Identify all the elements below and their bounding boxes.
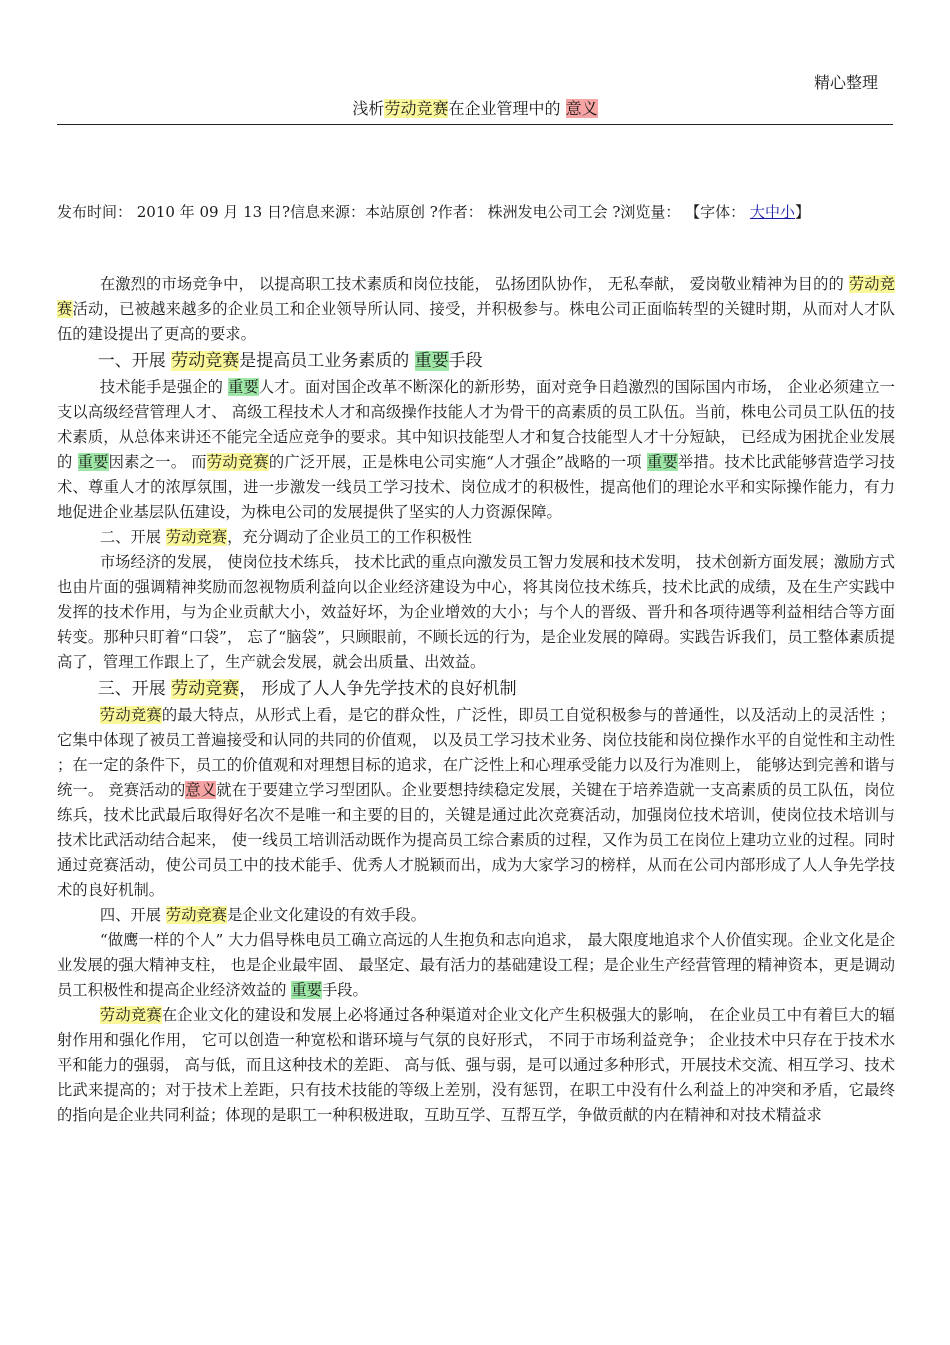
keyword-important: 重要: [291, 981, 322, 999]
section-heading-4: [57, 903, 895, 928]
p2-text-d: 的广泛开展，正是株电公司实施“人才强企”战略的一项: [268, 453, 642, 471]
paragraph-2: [57, 375, 895, 525]
h1-text-a: 一、开展: [97, 351, 166, 371]
paragraph-3: 市场经济的发展， 使岗位技术练兵， 技术比武的重点向激发员工智力发展和技术发明， 技术创新方面发展；激励方式也由片面的强调精神奖励而忽视物质利益向以企业经济建设为中心，将其岗位技术练兵，技术比武的成绩，及在生产实践中发挥的技术作用，与为企业贡献大小，效益好坏，为企业增效的大小；与个人的晋级、晋升和各项待遇等利益相结合等方面转变。那种只盯着“口袋”， 忘了“脑袋”，只顾眼前，不顾长远的行为，是企业发展的障碍。实践告诉我们，员工整体素质提高了，管理工作跟上了，生产就会发展，就会出质量、出效益。: [57, 553, 895, 671]
p2-text-e: 举措。技术比武能够营造学习技术、尊重人才的浓厚氛围，进一步激发一线员工学习技术、岗位成才的积极性，提高他们的理论水平和实际操作能力，有力地促进企业基层队伍建设，为株电公司的发展提供了坚实的人力资源保障。: [57, 453, 895, 521]
keyword-contest: 劳动竞赛: [99, 706, 162, 724]
article-body: [57, 272, 895, 1128]
p6-text: 在企业文化的建设和发展上必将通过各种渠道对企业文化产生积极强大的影响， 在企业员工中有着巨大的辐射作用和强化作用， 它可以创造一种宽松和谐环境与气氛的良好形式， 不同于市场利益竞争； 企业技术中只存在于技术水平和能力的强弱， 高与低，而且这种技术的差距、 高与低、强与弱，是可以通过多种形式，开展技术交流、相互学习、技术比武来提高的；对于技术上差距，只有技术技能的等级上差别，没有惩罚，在职工中没有什么利益上的冲突和矛盾，它最终的指向是企业共同利益；体现的是职工一种积极进取，互助互学、互帮互学，争做贡献的内在精神和对技术精益求: [57, 1006, 895, 1124]
p2-text-a: 技术能手是强企的: [99, 378, 224, 396]
h1-text-b: 是提高员工业务素质的: [239, 351, 410, 371]
p2-text-b: 人才。面对国企改革不断深化的新形势，面对竞争日趋激烈的国际国内市场， 企业必须建立一支以高级经营管理人才、 高级工程技术人才和高级操作技能人才为骨干的高素质的员工队伍。当前，株电公司员工队伍的技术素质，从总体来讲还不能完全适应竞争的要求。其中知识技能型人才和复合技能型人才十分短缺， 已经成为困扰企业发展的: [57, 378, 895, 471]
keyword-contest: 劳动竞赛: [99, 1006, 162, 1024]
paragraph-6: [57, 1003, 895, 1128]
p1-text-a: 在激烈的市场竞争中， 以提高职工技术素质和岗位技能， 弘扬团队协作， 无私奉献， 爱岗敬业精神为目的的: [99, 275, 844, 293]
header-brand: 精心整理: [813, 73, 878, 92]
keyword-important: 重要: [414, 351, 449, 371]
p1-text-b: 活动，已被越来越多的企业员工和企业领导所认同、接受，并积极参与。株电公司正面临转型的关键时期，从而对人才队伍的建设提出了更高的要求。: [57, 300, 895, 343]
title-prefix: 浅析: [352, 99, 385, 118]
h2-text-a: 二、开展: [99, 528, 162, 546]
keyword-important: 重要: [646, 453, 678, 471]
font-size-medium-link[interactable]: 中: [764, 203, 780, 221]
font-size-small-link[interactable]: 小: [779, 203, 795, 221]
p4-text-b: 就在于要建立学习型团队。企业要想持续稳定发展，关键在于培养造就一支高素质的员工队伍，岗位练兵，技术比武最后取得好名次不是唯一和主要的目的，关键是通过此次竞赛活动，加强岗位技术培训，使岗位技术培训与技术比武活动结合起来， 使一线员工培训活动既作为提高员工综合素质的过程，又作为员工在岗位上建功立业的过程。同时通过竞赛活动，使公司员工中的技术能手、优秀人才脱颖而出，成为大家学习的榜样，从而在公司内部形成了人人争先学技术的良好机制。: [57, 781, 895, 899]
p5-text-a: “做鹰一样的个人” 大力倡导株电员工确立高远的人生抱负和志向追求， 最大限度地追求个人价值实现。企业文化是企业发展的强大精神支柱， 也是企业最牢固、 最坚定、最有活力的基础建设工程；是企业生产经营管理的精神资本，更是调动员工积极性和提高企业经济效益的: [57, 931, 895, 999]
keyword-contest: 劳动竞赛: [165, 528, 228, 546]
keyword-contest: 劳动竞赛: [171, 351, 240, 371]
keyword-important: 重要: [77, 453, 109, 471]
h2-text-b: ，充分调动了企业员工的工作积极性: [227, 528, 472, 546]
keyword-contest: 劳动竞赛: [165, 906, 228, 924]
section-heading-3: [57, 675, 895, 703]
keyword-contest: 劳动竞赛: [171, 679, 240, 699]
keyword-important: 重要: [227, 378, 259, 396]
p4-text-a: 的最大特点，从形式上看，是它的群众性，广泛性，即员工自觉积极参与的普通性，以及活动上的灵活性 ；它集中体现了被员工普遍接受和认同的共同的价值观， 以及员工学习技术业务、岗位技能和岗位操作水平的自觉性和主动性 ；在一定的条件下，员工的价值观和对理想目标的追求，在广泛性上和心理承受能力以及行为准则上， 能够达到完善和谐与统一。 竞赛活动的: [57, 706, 895, 799]
section-heading-1: [57, 347, 895, 375]
h1-text-c: 手段: [448, 351, 483, 371]
paragraph-5: [57, 928, 895, 1003]
h3-text-b: ， 形成了人人争先学技术的良好机制: [239, 679, 517, 699]
h3-text-a: 三、开展: [97, 679, 166, 699]
title-middle: 在企业管理中的: [448, 99, 561, 118]
title-keyword-contest: 劳动竞赛: [384, 99, 449, 118]
paragraph-4: [57, 703, 895, 903]
article-meta: [57, 200, 895, 225]
p2-text-c: 因素之一。 而: [108, 453, 207, 471]
h4-text-b: 是企业文化建设的有效手段。: [227, 906, 426, 924]
paragraph-1: [57, 272, 895, 347]
meta-close: 】: [795, 203, 811, 221]
title-keyword-meaning: 意义: [565, 99, 598, 118]
h4-text-a: 四、开展: [99, 906, 162, 924]
meta-text: 发布时间： 2010 年 09 月 13 日?信息来源：本站原创 ?作者： 株洲发电公司工会 ?浏览量： 【字体：: [57, 203, 746, 221]
header-divider: [57, 124, 893, 125]
font-size-large-link[interactable]: 大: [749, 203, 765, 221]
page-title: [0, 96, 950, 119]
section-heading-2: [57, 525, 895, 550]
keyword-contest: 劳动竞赛: [206, 453, 269, 471]
keyword-meaning: 意义: [185, 781, 217, 799]
p5-text-b: 手段。: [321, 981, 368, 999]
keyword-contest: 劳动竞赛: [57, 275, 895, 318]
